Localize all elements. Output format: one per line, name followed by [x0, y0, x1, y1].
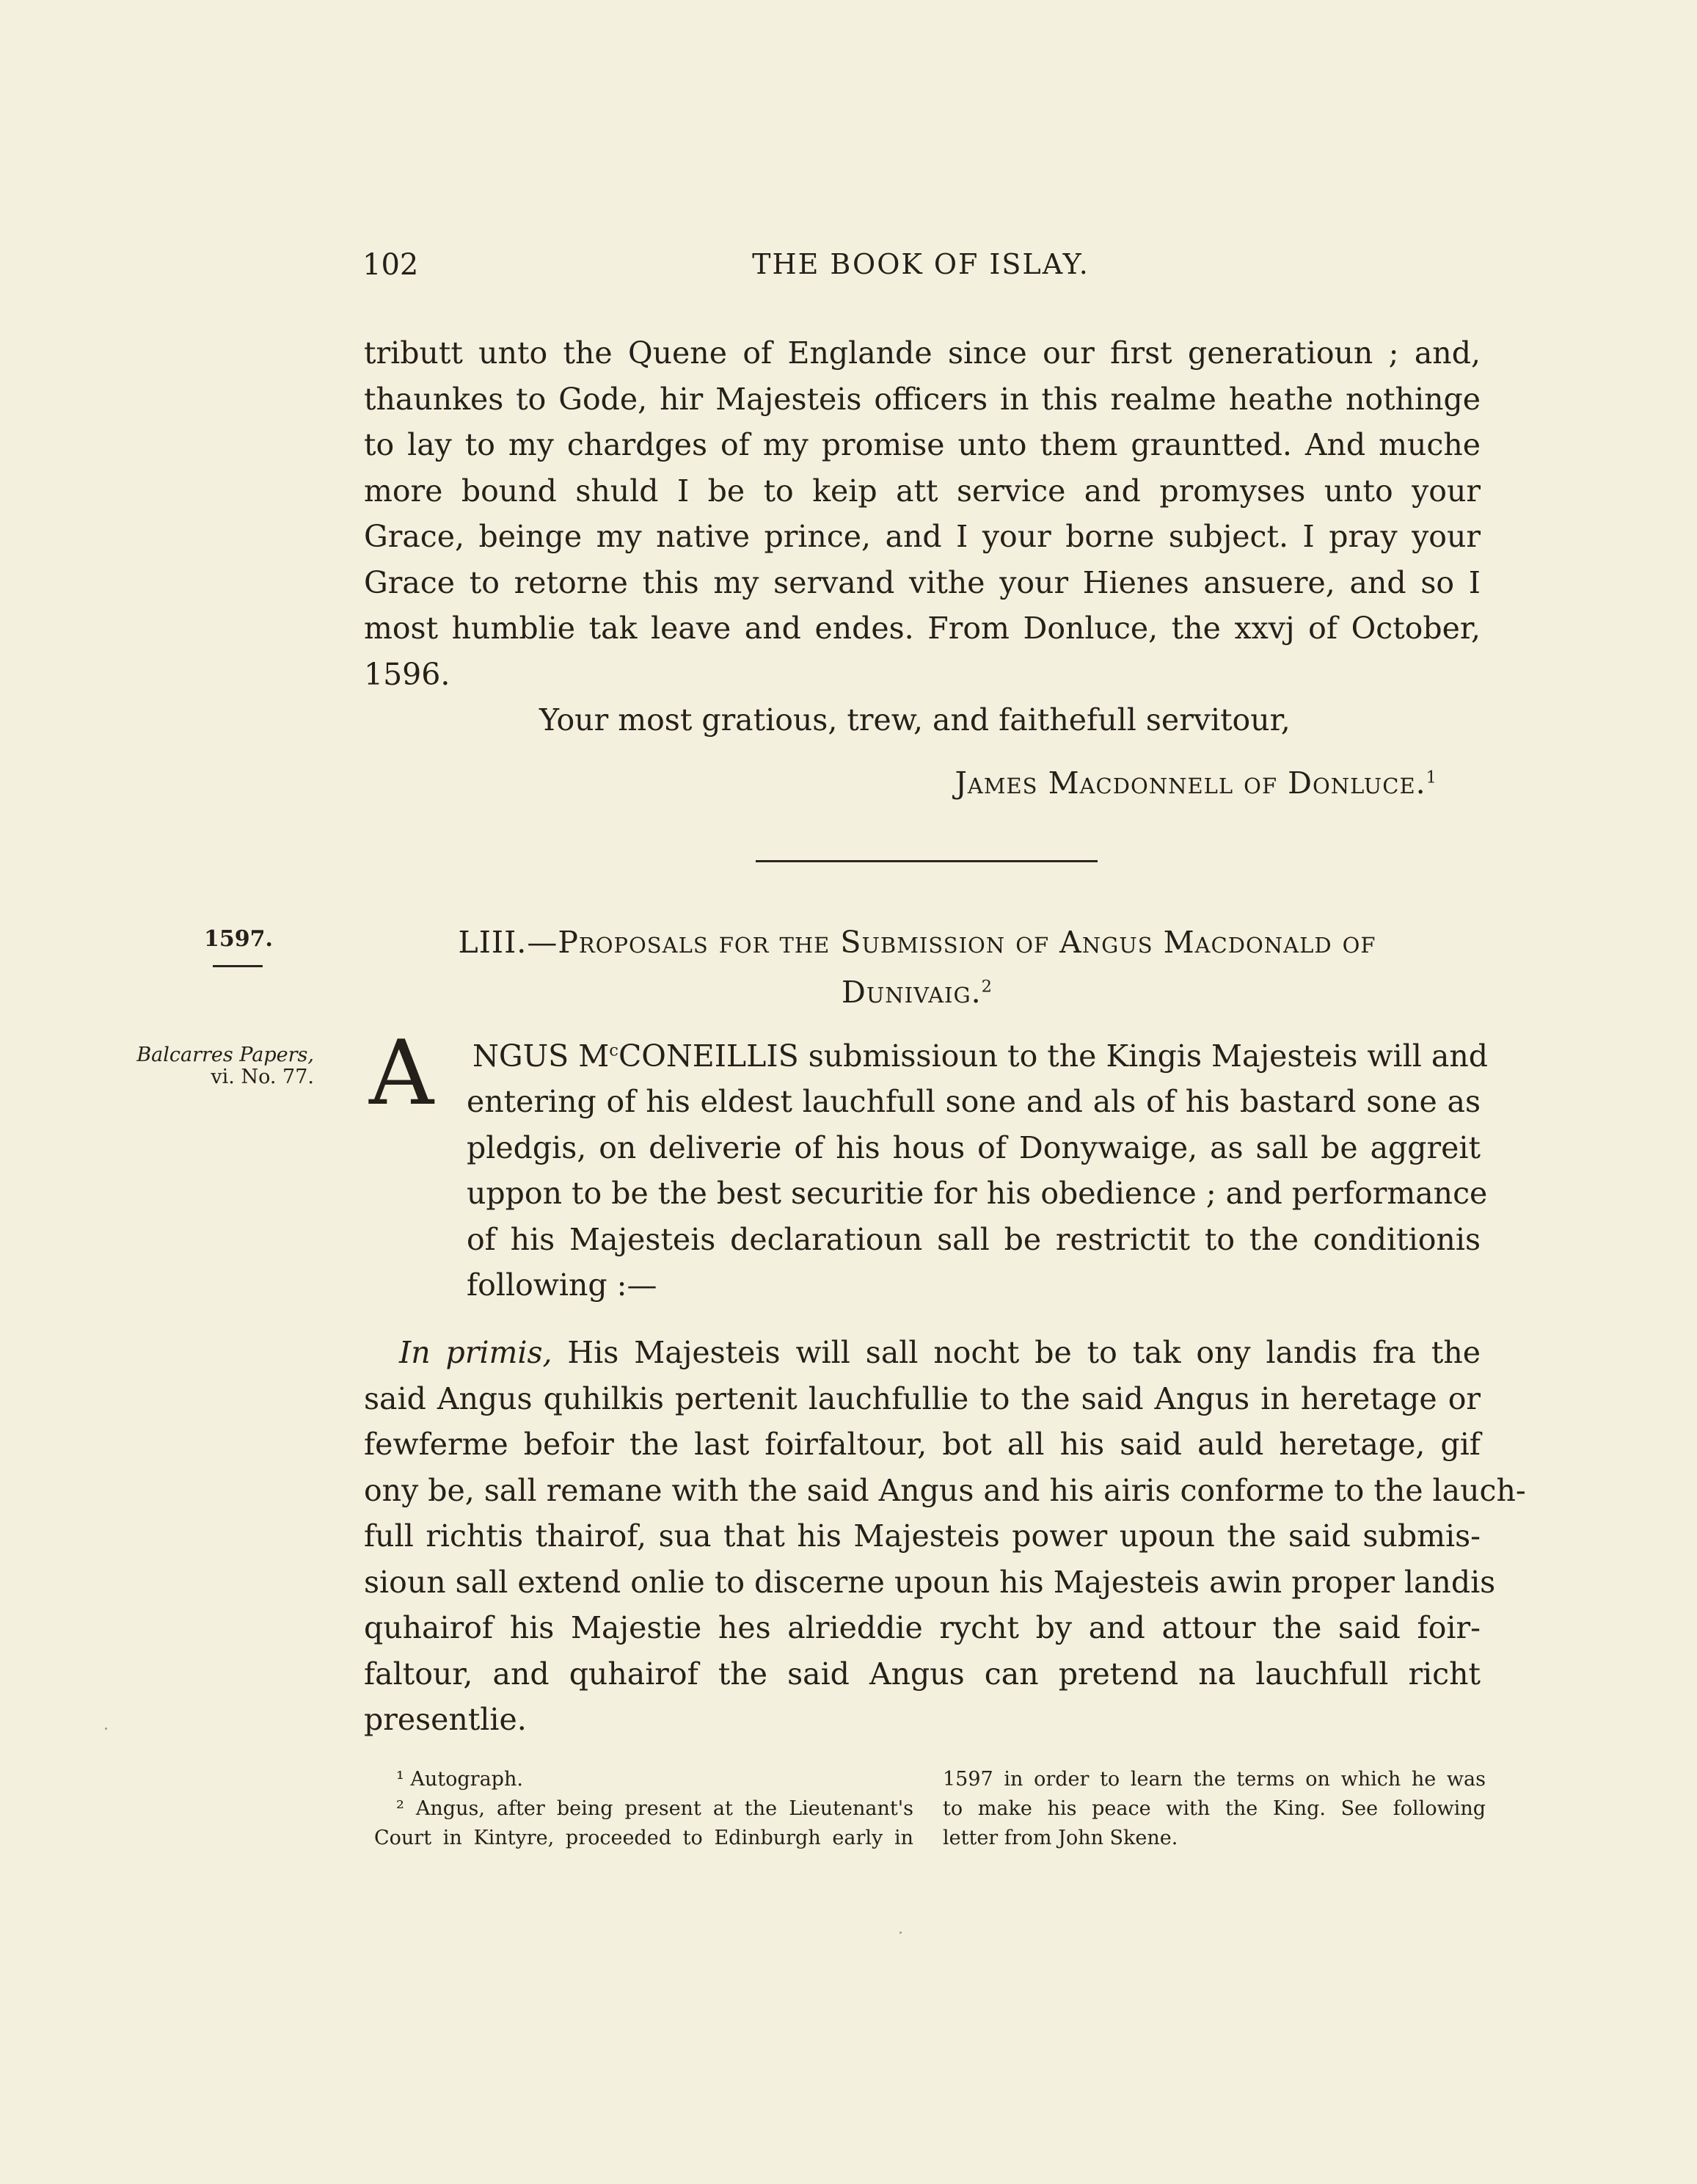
text-line: Grace, beinge my native prince, and I your borne subject. I pray your [364, 519, 1481, 554]
footnote-line: ² Angus, after being present at the Lieutenant's [396, 1797, 913, 1820]
letter-closing: Your most gratious, trew, and faithefull servitour, [539, 702, 1291, 738]
footnotes-right [943, 1765, 1486, 1853]
text-line: of his Majesteis declaratioun sall be restrictit to the conditionis [467, 1221, 1481, 1257]
text-line: uppon to be the best securitie for his obedience ; and performance [467, 1176, 1488, 1211]
footnotes-left [374, 1765, 913, 1853]
drop-cap: A [369, 1021, 434, 1125]
first-line [472, 1033, 1488, 1080]
text-line: fewferme befoir the last foirfaltour, bot all his said auld heretage, gif [364, 1427, 1481, 1462]
heading-text: Dunivaig. [841, 975, 982, 1010]
text-line: faltour, and quhairof the said Angus can pretend na lauchfull richt [364, 1656, 1481, 1692]
paragraph-2 [364, 1330, 1526, 1743]
text-line: 1596. [364, 656, 450, 692]
source-title: Balcarres Papers, [136, 1044, 314, 1066]
heading-line [367, 967, 1467, 1017]
page-number: 102 [362, 248, 419, 282]
text-line: entering of his eldest lauchfull sone and als of his bastard sone as [467, 1084, 1481, 1119]
text-line: thaunkes to Gode, hir Majesteis officers in this realme heathe nothinge [364, 381, 1481, 417]
text-line: sioun sall extend onlie to discerne upoun his Majesteis awin proper landis [364, 1564, 1496, 1600]
text-line: following :— [467, 1267, 657, 1303]
text-span: His Majesteis will sall nocht be to tak ony landis fra the [552, 1335, 1481, 1370]
text-span: NGUS M [472, 1038, 610, 1074]
margin-year: 1597. [204, 926, 273, 952]
section-divider [756, 860, 1098, 862]
footnote-line: 1597 in order to learn the terms on which he was [943, 1768, 1486, 1791]
paper-speck [899, 1932, 902, 1934]
footnote-ref: 1 [1426, 768, 1437, 787]
signature-text: James Macdonnell of Donluce. [955, 765, 1426, 801]
text-line: more bound shuld I be to keip att service and promyses unto your [364, 473, 1481, 509]
text-line: tributt unto the Quene of Englande since our first generatioun ; and, [364, 335, 1481, 371]
running-header [362, 248, 1479, 292]
heading-line: LIII.—Proposals for the Submission of Angus Macdonald of [458, 925, 1376, 960]
text-line: most humblie tak leave and endes. From Donluce, the xxvj of October, [364, 611, 1481, 646]
source-ref: vi. No. 77. [211, 1066, 314, 1088]
paper-speck [105, 1728, 107, 1730]
text-line: full richtis thairof, sua that his Majesteis power upoun the said submis- [364, 1518, 1481, 1554]
section-heading [367, 917, 1467, 1017]
letter-signature [955, 765, 1437, 801]
letter-body [364, 330, 1481, 697]
margin-divider [213, 965, 263, 967]
text-span: CONEILLIS submissioun to the Kingis Majesteis will and [618, 1038, 1488, 1074]
text-line: ony be, sall remane with the said Angus and his airis conforme to the lauch- [364, 1472, 1526, 1508]
text-line: presentlie. [364, 1702, 527, 1737]
text-line [364, 1330, 1481, 1376]
text-line: quhairof his Majestie hes alrieddie rycht by and attour the said foir- [364, 1610, 1481, 1645]
text-line: Grace to retorne this my servand vithe your Hienes ansuere, and so I [364, 564, 1481, 600]
paragraph-1 [467, 1079, 1488, 1308]
text-line: to lay to my chardges of my promise unto them grauntted. And muche [364, 427, 1481, 462]
footnote-line: ¹ Autograph. [396, 1768, 523, 1791]
superscript: c [609, 1041, 618, 1060]
italic-lead: In primis, [399, 1335, 552, 1370]
footnote-line: to make his peace with the King. See following [943, 1797, 1486, 1820]
footnote-line: letter from John Skene. [943, 1827, 1178, 1849]
margin-source [123, 1044, 314, 1088]
footnote-line: Court in Kintyre, proceeded to Edinburgh early in [374, 1827, 913, 1849]
text-line: pledgis, on deliverie of his hous of Donywaige, as sall be aggreit [467, 1129, 1481, 1165]
footnote-ref: 2 [981, 977, 993, 997]
text-line: said Angus quhilkis pertenit lauchfullie to the said Angus in heretage or [364, 1380, 1481, 1416]
running-title: THE BOOK OF ISLAY. [752, 248, 1090, 280]
